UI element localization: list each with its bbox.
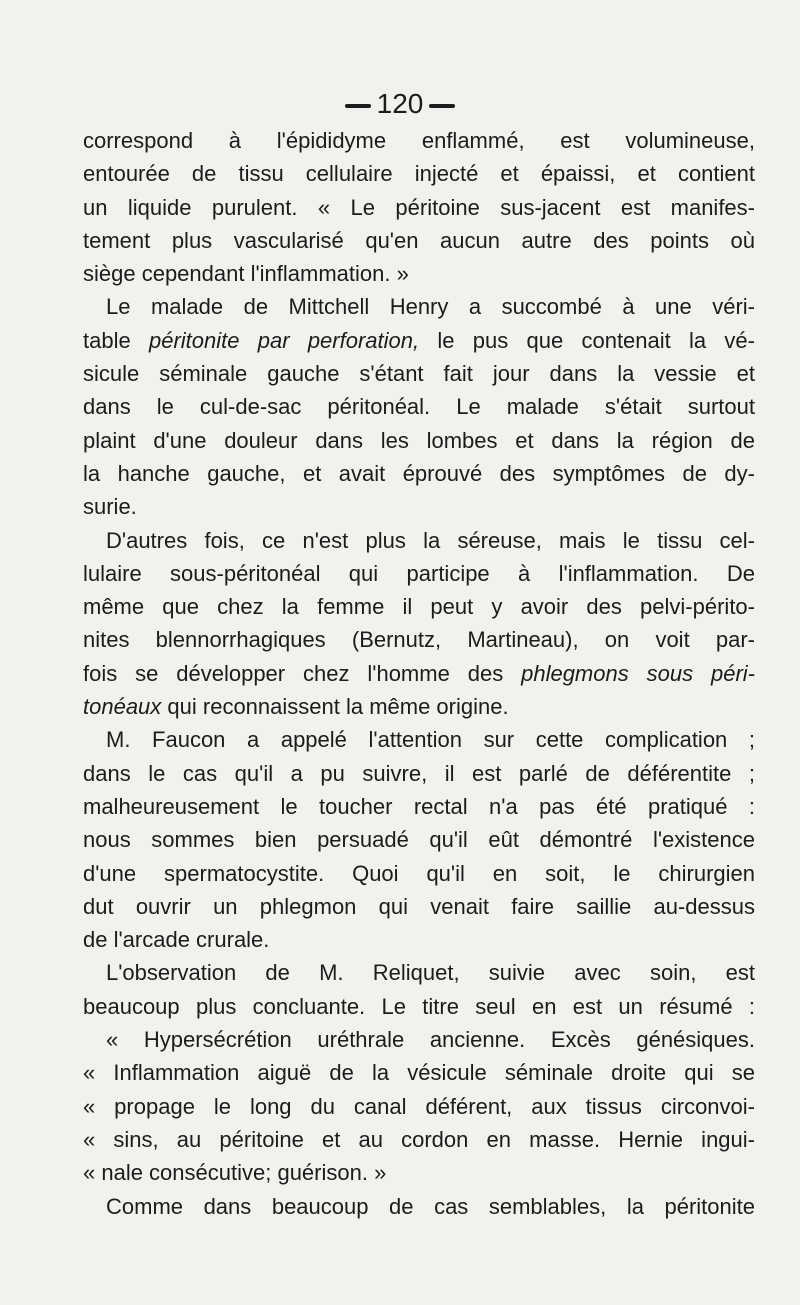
text-segment: le pus que contenait la vé- [419,327,755,353]
italic-segment: tonéaux [83,694,162,720]
text-line: Comme dans beaucoup de cas semblables, la péritonite [106,1193,755,1219]
italic-segment: phlegmons sous péri- [521,660,755,686]
text-line: « propage le long du canal déférent, aux tissus circonvoi- [83,1093,755,1119]
text-segment: qui reconnaissent la même origine. [161,694,509,720]
text-segment: table [83,327,149,353]
text-line: beaucoup plus concluante. Le titre seul en est un résumé : [83,993,755,1019]
text-line: tement plus vascularisé qu'en aucun autre des points où [83,227,755,253]
italic-segment: péritonite par perforation, [148,327,420,353]
text-line: siège cependant l'inflammation. » [83,261,409,287]
text-line [83,690,755,723]
text-line: surie. [83,494,137,520]
text-line: plaint d'une douleur dans les lombes et dans la région de [83,427,755,453]
text-line: M. Faucon a appelé l'attention sur cette complication ; [106,727,755,753]
text-line: « Hypersécrétion uréthrale ancienne. Excès génésiques. [106,1027,755,1053]
text-line: sicule séminale gauche s'étant fait jour dans la vessie et [83,361,755,387]
text-line: dans le cul-de-sac péritonéal. Le malade s'était surtout [83,394,755,420]
text-line: nites blennorrhagiques (Bernutz, Martineau), on voit par- [83,627,755,653]
text-line: de l'arcade crurale. [83,927,270,953]
body-text [83,124,755,1223]
text-line: la hanche gauche, et avait éprouvé des symptômes de dy- [83,460,755,486]
text-line: correspond à l'épididyme enflammé, est volumineuse, [83,128,755,153]
header-dash-left [345,104,371,108]
page-number: 120 [376,88,424,119]
text-line: « sins, au péritoine et au cordon en masse. Hernie ingui- [83,1126,755,1152]
text-segment: fois se développer chez l'homme des [83,660,522,686]
page-header [0,88,800,120]
text-line: malheureusement le toucher rectal n'a pas été pratiqué : [83,793,755,819]
header-dash-right [429,104,455,108]
text-line: L'observation de M. Reliquet, suivie avec soin, est [106,960,755,986]
text-line: entourée de tissu cellulaire injecté et épaissi, et contient [83,161,755,187]
text-line: lulaire sous-péritonéal qui participe à l'inflammation. De [83,560,755,586]
text-line: un liquide purulent. « Le péritoine sus-jacent est manifes- [83,194,755,220]
text-line [83,324,755,357]
text-line: d'une spermatocystite. Quoi qu'il en soit, le chirurgien [83,860,755,886]
text-line: Le malade de Mittchell Henry a succombé à une véri- [106,294,755,320]
text-line: nous sommes bien persuadé qu'il eût démontré l'existence [83,827,755,853]
text-line [83,657,755,690]
text-line: même que chez la femme il peut y avoir des pelvi-périto- [83,594,755,620]
text-line: D'autres fois, ce n'est plus la séreuse, mais le tissu cel- [106,527,755,553]
text-line: « Inflammation aiguë de la vésicule séminale droite qui se [83,1060,755,1086]
text-line: « nale consécutive; guérison. » [83,1160,387,1186]
text-line: dut ouvrir un phlegmon qui venait faire saillie au-dessus [83,893,755,919]
text-line: dans le cas qu'il a pu suivre, il est parlé de déférentite ; [83,760,755,786]
